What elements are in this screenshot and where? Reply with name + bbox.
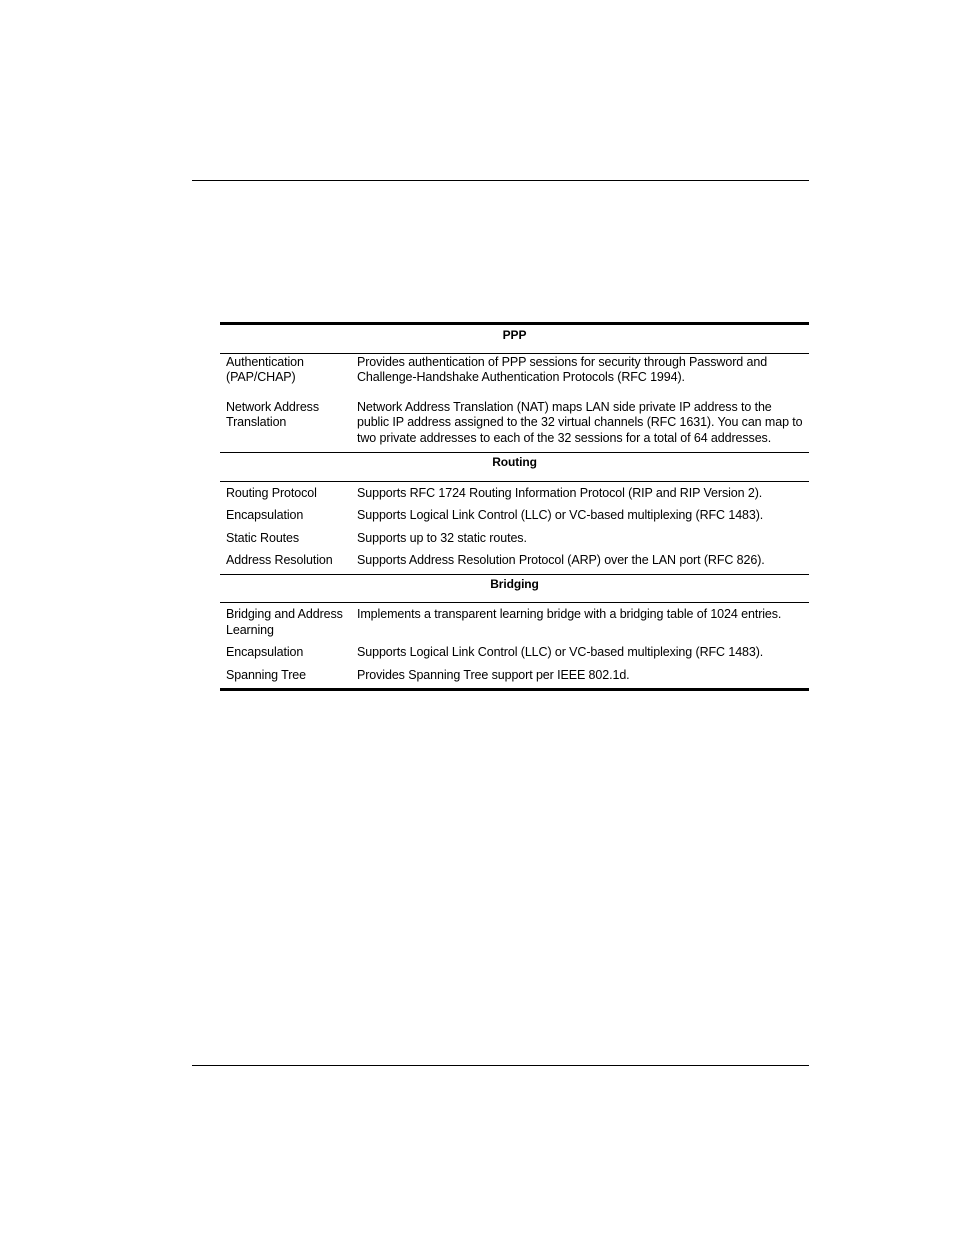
table-row <box>220 354 809 386</box>
section-rows-routing <box>220 482 809 574</box>
table-row <box>220 668 809 684</box>
specifications-table <box>220 322 809 691</box>
section-bridging <box>220 575 809 689</box>
feature-description: Network Address Translation (NAT) maps LAN side private IP address to the public IP address assigned to the 32 virtual channels (RFC 1631). You can map to two private addresses to each of the 32 sessions for a total of 64 addresses. <box>357 399 803 445</box>
section-rows-ppp <box>220 354 809 453</box>
feature-description: Supports Logical Link Control (LLC) or VC-based multiplexing (RFC 1483). <box>357 645 764 659</box>
feature-name: Bridging and Address Learning <box>226 607 343 637</box>
table-row <box>220 531 809 547</box>
feature-name: Encapsulation <box>226 508 304 522</box>
footer-rule <box>192 1065 809 1066</box>
feature-description: Implements a transparent learning bridge with a bridging table of 1024 entries. <box>357 607 782 621</box>
section-routing <box>220 453 809 575</box>
feature-description: Supports RFC 1724 Routing Information Protocol (RIP and RIP Version 2). <box>357 485 763 500</box>
section-header-routing: Routing <box>220 453 809 482</box>
section-rows-bridging <box>220 603 809 688</box>
feature-name: Spanning Tree <box>226 667 307 682</box>
section-header-bridging: Bridging <box>220 575 809 604</box>
table-row <box>220 553 809 569</box>
feature-description: Supports up to 32 static routes. <box>357 530 527 545</box>
feature-description: Provides Spanning Tree support per IEEE 802.1d. <box>357 667 630 682</box>
header-rule <box>192 180 809 181</box>
table-row <box>220 645 809 661</box>
feature-description: Provides authentication of PPP sessions for security through Password and Challenge-Handshake Authentication Protocols (RFC 1994). <box>357 354 768 384</box>
feature-name: Network Address Translation <box>226 399 319 429</box>
table-row <box>220 607 809 638</box>
feature-description: Supports Address Resolution Protocol (ARP) over the LAN port (RFC 826). <box>357 553 765 567</box>
section-ppp <box>220 325 809 453</box>
feature-name: Address Resolution <box>226 553 333 567</box>
table-row <box>220 399 809 447</box>
feature-description: Supports Logical Link Control (LLC) or VC-based multiplexing (RFC 1483). <box>357 508 764 522</box>
feature-name: Static Routes <box>226 530 300 545</box>
section-header-ppp: PPP <box>220 325 809 354</box>
feature-name: Encapsulation <box>226 645 304 659</box>
feature-name: Authentication (PAP/CHAP) <box>226 354 304 384</box>
feature-name: Routing Protocol <box>226 485 317 500</box>
table-row <box>220 486 809 502</box>
table-row <box>220 508 809 524</box>
